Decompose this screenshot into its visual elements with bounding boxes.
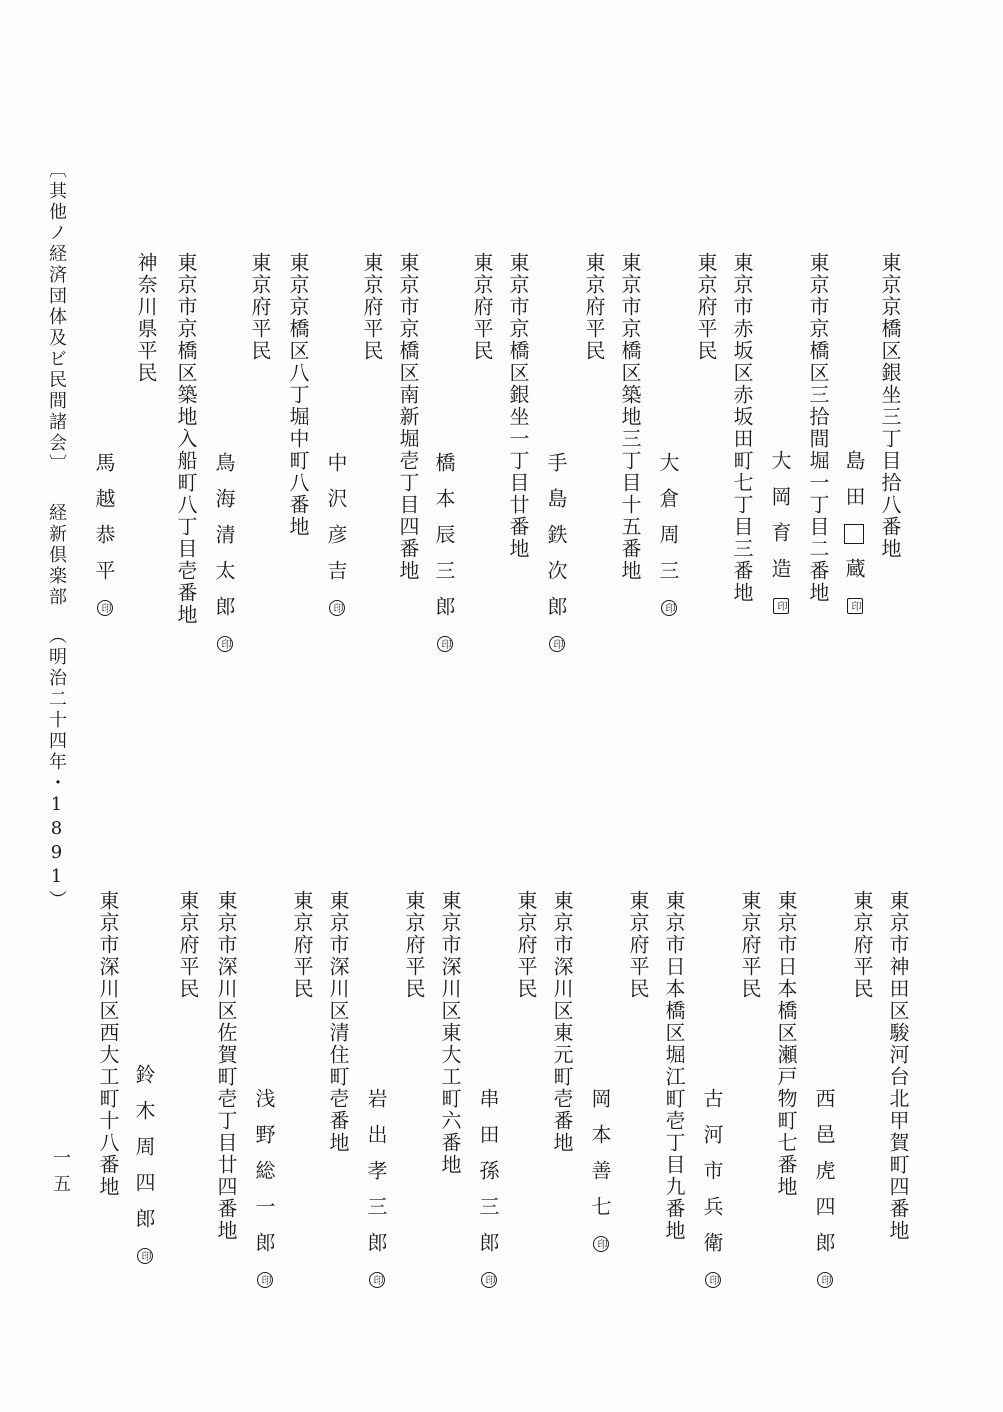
top-entry-7-name	[212, 452, 236, 652]
bottom-entry-1-name	[812, 1088, 836, 1288]
bottom-entry-5-address: 東京市深川区東大工町六番地	[438, 890, 462, 1176]
top-entry-1-name-b: 蔵	[842, 558, 866, 594]
bottom-entry-6-address: 東京市深川区清住町壱番地	[326, 890, 350, 1154]
bottom-entry-7-address: 東京市深川区佐賀町壱丁目廿四番地	[214, 890, 238, 1242]
club-name: 経新倶楽部	[46, 503, 67, 608]
top-entry-3-name-text: 大倉周三	[656, 452, 680, 596]
bottom-entry-1-address: 東京市神田区駿河台北甲賀町四番地	[886, 890, 910, 1242]
seal-icon: 印	[773, 598, 789, 614]
bottom-entry-4-class: 東京府平民	[514, 890, 538, 1000]
top-entry-6-name-text: 中沢彦吉	[324, 452, 348, 596]
seal-icon: 印	[97, 600, 113, 616]
top-entry-7-address: 東京京橋区八丁堀中町八番地	[286, 252, 310, 538]
top-entry-1-name-a: 島田	[842, 450, 866, 522]
seal-icon: 印	[549, 636, 565, 652]
bottom-entry-3-name-text: 岡本善七	[588, 1088, 612, 1232]
top-entry-2-name-text: 大岡育造	[768, 450, 792, 594]
bottom-entry-3-name	[588, 1088, 612, 1252]
top-entry-7-class: 東京府平民	[248, 252, 272, 362]
bottom-entry-8-address: 東京市深川区西大工町十八番地	[96, 890, 120, 1198]
seal-icon: 印	[217, 636, 233, 652]
bottom-entry-3-address: 東京市日本橋区堀江町壱丁目九番地	[662, 890, 686, 1242]
seal-icon: 印	[705, 1272, 721, 1288]
seal-icon: 印	[137, 1248, 153, 1264]
bottom-entry-5-name	[364, 1088, 388, 1288]
top-entry-3-class: 東京府平民	[694, 252, 718, 362]
top-entry-8-name	[92, 452, 116, 616]
bottom-entry-6-name	[252, 1088, 276, 1288]
top-entry-6-name	[324, 452, 348, 616]
top-entry-3-name	[656, 452, 680, 616]
top-entry-5-address: 東京市京橋区銀坐一丁目廿番地	[506, 252, 530, 560]
seal-icon: 印	[481, 1272, 497, 1288]
top-entry-8-name-text: 馬越恭平	[92, 452, 116, 596]
bottom-entry-4-name-text: 串田孫三郎	[476, 1088, 500, 1268]
top-entry-1-address: 東京京橋区銀坐三丁目拾八番地	[878, 252, 902, 560]
top-entry-6-class: 東京府平民	[360, 252, 384, 362]
missing-character-box	[844, 524, 864, 544]
seal-icon: 印	[661, 600, 677, 616]
top-entry-4-name-text: 手島鉄次郎	[544, 452, 568, 632]
top-entry-5-name-text: 橋本辰三郎	[432, 452, 456, 632]
top-entry-6-address: 東京市京橋区南新堀壱丁目四番地	[396, 252, 420, 582]
bottom-entry-1-class: 東京府平民	[850, 890, 874, 1000]
top-entry-4-address: 東京市京橋区築地三丁目十五番地	[618, 252, 642, 582]
bottom-entry-7-name-text: 鈴木周四郎	[132, 1064, 156, 1244]
bottom-entry-7-class: 東京府平民	[176, 890, 200, 1000]
seal-icon: 印	[437, 636, 453, 652]
bottom-entry-2-name-text: 古河市兵衛	[700, 1088, 724, 1268]
bottom-entry-4-name	[476, 1088, 500, 1288]
bottom-entry-2-address: 東京市日本橋区瀬戸物町七番地	[774, 890, 798, 1198]
running-header	[44, 160, 68, 911]
top-entry-2-name	[768, 450, 792, 614]
top-entry-3-address: 東京市赤坂区赤坂田町七丁目三番地	[730, 252, 754, 604]
seal-icon: 印	[329, 600, 345, 616]
top-entry-8-class: 神奈川県平民	[134, 252, 158, 384]
page-number: 一五	[50, 1148, 71, 1200]
top-entry-4-class: 東京府平民	[582, 252, 606, 362]
top-entry-4-name	[544, 452, 568, 652]
bottom-entry-2-name	[700, 1088, 724, 1288]
top-entry-5-name	[432, 452, 456, 652]
seal-icon: 印	[369, 1272, 385, 1288]
header-date: （明治二十四年・1891）	[46, 626, 67, 911]
seal-icon: 印	[593, 1236, 609, 1252]
bottom-entry-7-name	[132, 1064, 156, 1264]
bottom-entry-5-class: 東京府平民	[402, 890, 426, 1000]
seal-icon: 印	[847, 598, 863, 614]
top-entry-1-name	[842, 450, 866, 614]
bottom-entry-6-class: 東京府平民	[290, 890, 314, 1000]
top-entry-5-class: 東京府平民	[470, 252, 494, 362]
top-entry-8-address: 東京市京橋区築地入船町八丁目壱番地	[174, 252, 198, 626]
seal-icon: 印	[257, 1272, 273, 1288]
bottom-entry-6-name-text: 浅野総一郎	[252, 1088, 276, 1268]
top-entry-7-name-text: 鳥海清太郎	[212, 452, 236, 632]
bottom-entry-4-address: 東京市深川区東元町壱番地	[550, 890, 574, 1154]
seal-icon: 印	[817, 1272, 833, 1288]
bottom-entry-1-name-text: 西邑虎四郎	[812, 1088, 836, 1268]
bottom-entry-3-class: 東京府平民	[626, 890, 650, 1000]
section-title: 〔其他ノ経済団体及ビ民間諸会〕	[46, 160, 67, 475]
bottom-entry-5-name-text: 岩出孝三郎	[364, 1088, 388, 1268]
bottom-entry-2-class: 東京府平民	[738, 890, 762, 1000]
top-entry-2-address: 東京市京橋区三拾間堀一丁目二番地	[806, 252, 830, 604]
